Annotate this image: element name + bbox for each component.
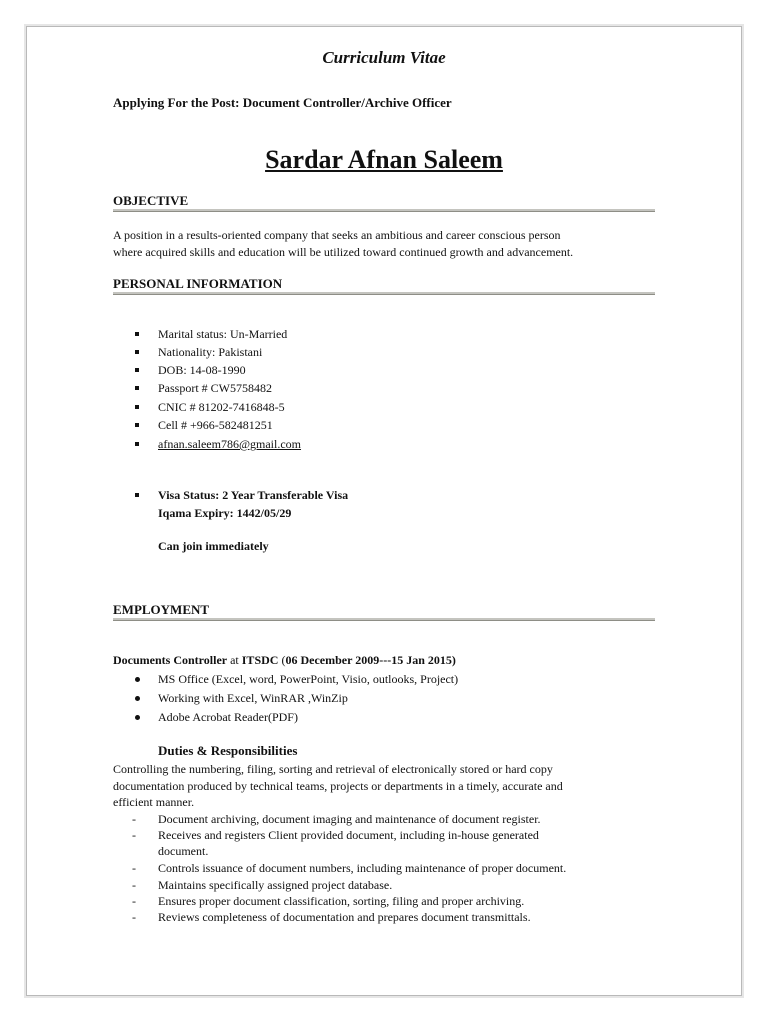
objective-line-2: where acquired skills and education will be utilized toward continued growth and advancement. — [113, 245, 574, 259]
dash-bullet: - — [132, 894, 136, 908]
job-company: ITSDC — [241, 653, 279, 667]
job-paren: ( — [278, 653, 286, 667]
duties-intro-line-2: documentation produced by technical teams, projects or departments in a timely, accurate and — [113, 778, 563, 793]
job-at: at — [227, 653, 242, 667]
objective-line-1: A position in a results-oriented company that seeks an ambitious and career conscious person — [113, 228, 561, 242]
square-bullet-icon — [135, 350, 139, 354]
objective-text — [113, 227, 658, 261]
objective-rule — [113, 209, 655, 212]
job-dates: 06 December 2009---15 Jan 2015) — [285, 653, 456, 667]
duties-heading: Duties & Responsibilities — [158, 743, 298, 758]
square-bullet-icon — [135, 493, 139, 497]
bullet-icon — [135, 677, 140, 682]
dash-bullet: - — [132, 861, 136, 875]
dash-bullet: - — [132, 878, 136, 892]
dash-bullet: - — [132, 828, 136, 842]
document-title: Curriculum Vitae — [322, 48, 446, 67]
candidate-name: Sardar Afnan Saleem — [265, 145, 503, 174]
square-bullet-icon — [135, 332, 139, 336]
square-bullet-icon — [135, 368, 139, 372]
employment-heading: EMPLOYMENT — [113, 602, 210, 617]
job-title-line — [113, 653, 456, 668]
dash-bullet: - — [132, 910, 136, 924]
personal-heading: PERSONAL INFORMATION — [113, 276, 283, 291]
bullet-icon — [135, 696, 140, 701]
duties-intro — [113, 761, 658, 811]
job-role: Documents Controller — [113, 653, 228, 667]
personal-rule — [113, 292, 655, 295]
duties-intro-line-1: Controlling the numbering, filing, sorting and retrieval of electronically stored or hard copy — [113, 762, 553, 776]
bullet-icon — [135, 715, 140, 720]
duties-intro-line-3: efficient manner. — [113, 795, 195, 809]
dash-bullet: - — [132, 812, 136, 826]
employment-rule — [113, 618, 655, 621]
square-bullet-icon — [135, 423, 139, 427]
square-bullet-icon — [135, 405, 139, 409]
email-link[interactable]: afnan.saleem786@gmail.com — [158, 437, 302, 451]
applying-post: Applying For the Post: Document Controller/Archive Officer — [113, 95, 452, 110]
objective-heading: OBJECTIVE — [113, 193, 189, 208]
square-bullet-icon — [135, 386, 139, 390]
square-bullet-icon — [135, 442, 139, 446]
